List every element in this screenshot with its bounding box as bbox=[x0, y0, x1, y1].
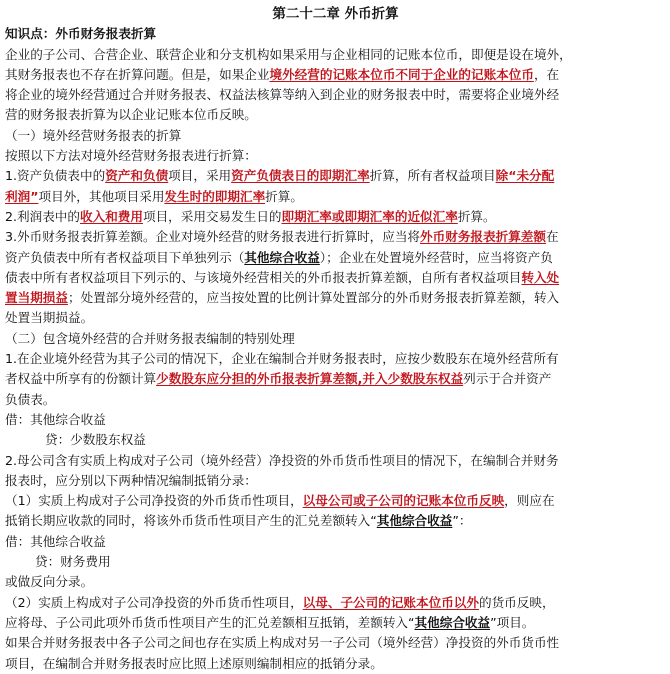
emphasis-text: 置当期损益 bbox=[5, 290, 68, 306]
final-line2: 项目，在编制合并财务报表时应比照上述原则编制相应的抵销分录。 bbox=[5, 655, 383, 671]
emphasis-text: 资产和负债 bbox=[105, 168, 169, 184]
case1-line1: （1）实质上构成对子公司净投资的外币货币性项目，以母公司或子公司的记账本位币反映，则应在 bbox=[5, 493, 555, 509]
journal-entry-debit: 借：其他综合收益 bbox=[5, 533, 106, 549]
journal-entry-credit: 贷：财务费用 bbox=[35, 554, 111, 570]
section1-heading: （一）境外经营财务报表的折算 bbox=[5, 127, 182, 143]
chapter-title: 第二十二章 外币折算 bbox=[272, 6, 399, 22]
s2-item1-line3: 负债表。 bbox=[5, 391, 56, 407]
emphasis-text: 即期汇率或即期汇率的近似汇率 bbox=[281, 208, 458, 224]
item1-line2: 利润”项目外，其他项目采用发生时的即期汇率折算。 bbox=[5, 188, 303, 204]
emphasis-text: 收入和费用 bbox=[80, 208, 143, 224]
emphasis-text: 以母公司或子公司的记账本位币反映 bbox=[302, 493, 505, 509]
section2-heading: （二）包含境外经营的合并财务报表编制的特别处理 bbox=[5, 330, 295, 346]
s2-item2-line1: 2.母公司含有实质上构成对子公司（境外经营）净投资的外币货币性项目的情况下，在编制合并财务 bbox=[5, 452, 559, 468]
s2-item1-line1: 1.在企业境外经营为其子公司的情况下，企业在编制合并财务报表时，应按少数股东在境外经营所有 bbox=[5, 351, 559, 367]
item3-line2: 资产负债表中所有者权益项目下单独列示（其他综合收益）；企业在处置境外经营时，应当将资产负 bbox=[5, 249, 553, 265]
item3-line5: 处置当期损益。 bbox=[5, 310, 94, 326]
case1-line2: 抵销长期应收款的同时，将该外币货币性项目产生的汇兑差额转入“其他综合收益”： bbox=[5, 513, 472, 529]
emphasis-text: 其他综合收益 bbox=[414, 614, 491, 630]
emphasis-text: 境外经营的记账本位币不同于企业的记账本位币 bbox=[269, 66, 534, 82]
emphasis-text: 其他综合收益 bbox=[244, 249, 320, 265]
s2-item2-line2: 报表时，应分别以下两种情况编制抵销分录： bbox=[5, 472, 257, 488]
knowledge-point-heading: 知识点：外币财务报表折算 bbox=[5, 26, 157, 42]
item3-line3: 债表中所有者权益项目下列示的、与该境外经营相关的外币报表折算差额，自所有者权益项目转入处 bbox=[5, 269, 560, 285]
emphasis-text: 除“未分配 bbox=[495, 168, 555, 184]
case2-line1: （2）实质上构成对子公司净投资的外币货币性项目，以母、子公司的记账本位币以外的货币反映， bbox=[5, 594, 555, 610]
para1-line3: 将企业的境外经营通过合并财务报表、权益法核算等纳入到企业的财务报表中时，需要将企业境外经 bbox=[5, 87, 560, 103]
emphasis-text: 利润” bbox=[5, 188, 39, 204]
journal-entry-credit: 贷：少数股东权益 bbox=[45, 432, 146, 448]
item1-line1: 1.资产负债表中的资产和负债项目，采用资产负债表日的即期汇率折算，所有者权益项目除“未分配 bbox=[5, 168, 555, 184]
s2-item1-line2: 者权益中所享有的份额计算少数股东应分担的外币报表折算差额,并入少数股东权益列示于合并资产 bbox=[5, 371, 552, 387]
journal-entry-debit: 借：其他综合收益 bbox=[5, 411, 106, 427]
emphasis-text: 少数股东应分担的外币报表折算差额,并入少数股东权益 bbox=[156, 371, 464, 387]
emphasis-text: 转入处 bbox=[521, 269, 560, 285]
item3-line1: 3.外币财务报表折算差额。企业对境外经营的财务报表进行折算时，应当将外币财务报表折算差额在 bbox=[5, 229, 559, 245]
final-line1: 如果合并财务报表中各子公司之间也存在实质上构成对另一子公司（境外经营）净投资的外币货币性 bbox=[5, 635, 560, 651]
emphasis-text: 资产负债表日的即期汇率 bbox=[231, 168, 370, 184]
emphasis-text: 以母、子公司的记账本位币以外 bbox=[302, 594, 479, 610]
para1-line1: 企业的子公司、合营企业、联营企业和分支机构如果采用与企业相同的记账本位币，即便是设在境外， bbox=[5, 46, 572, 62]
emphasis-text: 其他综合收益 bbox=[376, 513, 453, 529]
reverse-entry-note: 或做反向分录。 bbox=[5, 574, 94, 590]
item2-line1: 2.利润表中的收入和费用项目，采用交易发生日的即期汇率或即期汇率的近似汇率折算。 bbox=[5, 208, 496, 224]
para1-line4: 营的财务报表折算为以企业记账本位币反映。 bbox=[5, 107, 257, 123]
section1-intro: 按照以下方法对境外经营财务报表进行折算： bbox=[5, 148, 257, 164]
para1-line2: 其财务报表也不存在折算问题。但是，如果企业境外经营的记账本位币不同于企业的记账本位币，在 bbox=[5, 66, 560, 82]
emphasis-text: 外币财务报表折算差额 bbox=[420, 229, 546, 245]
emphasis-text: 发生时的即期汇率 bbox=[164, 188, 266, 204]
item3-line4: 置当期损益；处置部分境外经营的，应当按处置的比例计算处置部分的外币财务报表折算差额，转入 bbox=[5, 290, 560, 306]
case2-line2: 应将母、子公司此项外币货币性项目产生的汇兑差额相互抵销，差额转入“其他综合收益”项目。 bbox=[5, 614, 535, 630]
